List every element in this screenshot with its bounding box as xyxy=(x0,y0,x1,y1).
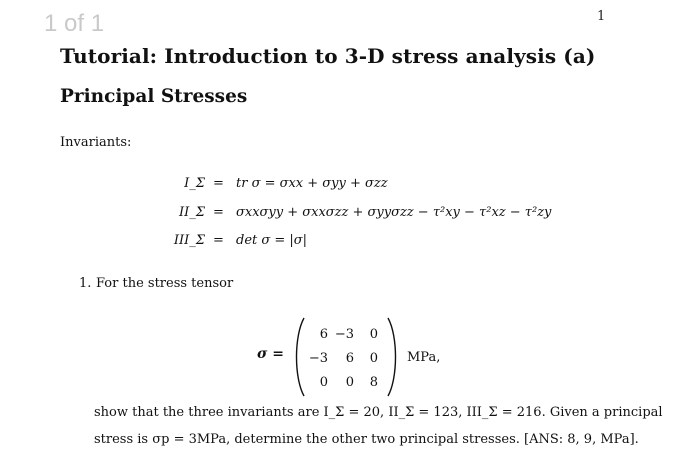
matrix-cell: 0 xyxy=(369,351,378,366)
matrix-cell: 0 xyxy=(319,375,328,390)
question-number: 1. xyxy=(79,276,92,291)
equation-lhs: II_Σ xyxy=(179,205,205,220)
equation-row xyxy=(0,205,700,227)
equation-rhs: det σ = |σ| xyxy=(236,233,308,248)
matrix-cell: 6 xyxy=(319,327,328,342)
page-counter: 1 of 1 xyxy=(44,10,105,37)
right-paren-icon xyxy=(386,316,400,398)
question-intro: For the stress tensor xyxy=(96,276,234,291)
tensor-symbol: σ = xyxy=(257,346,284,362)
question-text-line: stress is σp = 3MPa, determine the other two principal stresses. [ANS: 8, 9, MPa]. xyxy=(94,432,639,447)
matrix-cell: 6 xyxy=(345,351,354,366)
equation-lhs: III_Σ xyxy=(173,233,205,248)
matrix-cell: 0 xyxy=(345,375,354,390)
matrix-cell: −3 xyxy=(334,327,354,342)
equation-equals: = xyxy=(213,205,224,220)
equation-row xyxy=(0,233,700,255)
question-text-line: show that the three invariants are I_Σ = 20, II_Σ = 123, III_Σ = 216. Given a principal xyxy=(94,405,663,420)
section-heading: Principal Stresses xyxy=(60,86,248,107)
equation-equals: = xyxy=(213,233,224,248)
matrix-cell: 8 xyxy=(369,375,378,390)
page-number: 1 xyxy=(597,9,606,24)
document-title: Tutorial: Introduction to 3-D stress analysis (a) xyxy=(60,44,596,68)
equation-rhs: tr σ = σxx + σyy + σzz xyxy=(236,176,388,191)
equation-lhs: I_Σ xyxy=(184,176,205,191)
equation-row xyxy=(0,176,700,198)
matrix-cell: 0 xyxy=(369,327,378,342)
equation-equals: = xyxy=(213,176,224,191)
equation-rhs: σxxσyy + σxxσzz + σyyσzz − τ²xy − τ²xz − τ²zy xyxy=(236,205,552,220)
stress-matrix xyxy=(300,322,386,394)
invariants-label: Invariants: xyxy=(60,135,132,150)
unit-label: MPa, xyxy=(407,350,441,365)
matrix-cell: −3 xyxy=(308,351,328,366)
